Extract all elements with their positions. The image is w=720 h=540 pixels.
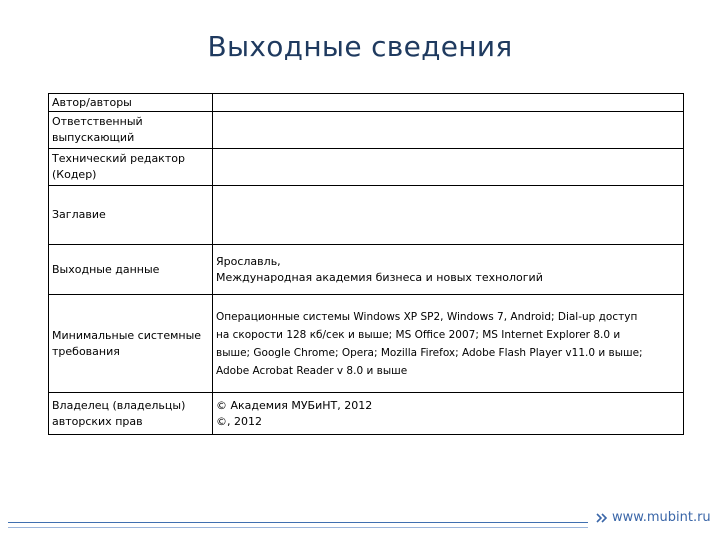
- page-title: Выходные сведения: [207, 30, 513, 63]
- table-row: [49, 393, 684, 435]
- row-value: [213, 94, 684, 112]
- row-label: Заглавие: [49, 186, 213, 245]
- chevron-arrows-icon: [596, 513, 608, 523]
- row-label: Ответственный выпускающий: [49, 112, 213, 149]
- row-value: Ярославль, Международная академия бизнеса и новых технологий: [213, 245, 684, 295]
- table-row: [49, 245, 684, 295]
- row-label: Владелец (владельцы) авторских прав: [49, 393, 213, 435]
- row-value: Операционные системы Windows XP SP2, Windows 7, Android; Dial-up доступ на скорости 128 кб/сек и выше; MS Office 2007; MS Internet Explorer 8.0 и выше; Google Chrome; Opera; Mozilla Firefox; Adobe Flash Player v11.0 и выше; Adobe Acrobat Reader v 8.0 и выше: [213, 295, 684, 393]
- table-row: [49, 112, 684, 149]
- footer-divider: [8, 522, 588, 523]
- footer-divider-secondary: [8, 527, 588, 528]
- footer-link[interactable]: [596, 510, 711, 525]
- row-label: Технический редактор (Кодер): [49, 149, 213, 186]
- footer-url-text[interactable]: www.mubint.ru: [612, 510, 711, 525]
- row-label: Автор/авторы: [49, 94, 213, 112]
- table-row: [49, 149, 684, 186]
- row-value: [213, 186, 684, 245]
- table-row: [49, 186, 684, 245]
- table-row: [49, 94, 684, 112]
- row-value: [213, 149, 684, 186]
- row-label: Выходные данные: [49, 245, 213, 295]
- row-value: [213, 112, 684, 149]
- output-info-table: [48, 93, 684, 435]
- row-label: Минимальные системные требования: [49, 295, 213, 393]
- row-value: © Академия МУБиНТ, 2012 ©, 2012: [213, 393, 684, 435]
- table-row: [49, 295, 684, 393]
